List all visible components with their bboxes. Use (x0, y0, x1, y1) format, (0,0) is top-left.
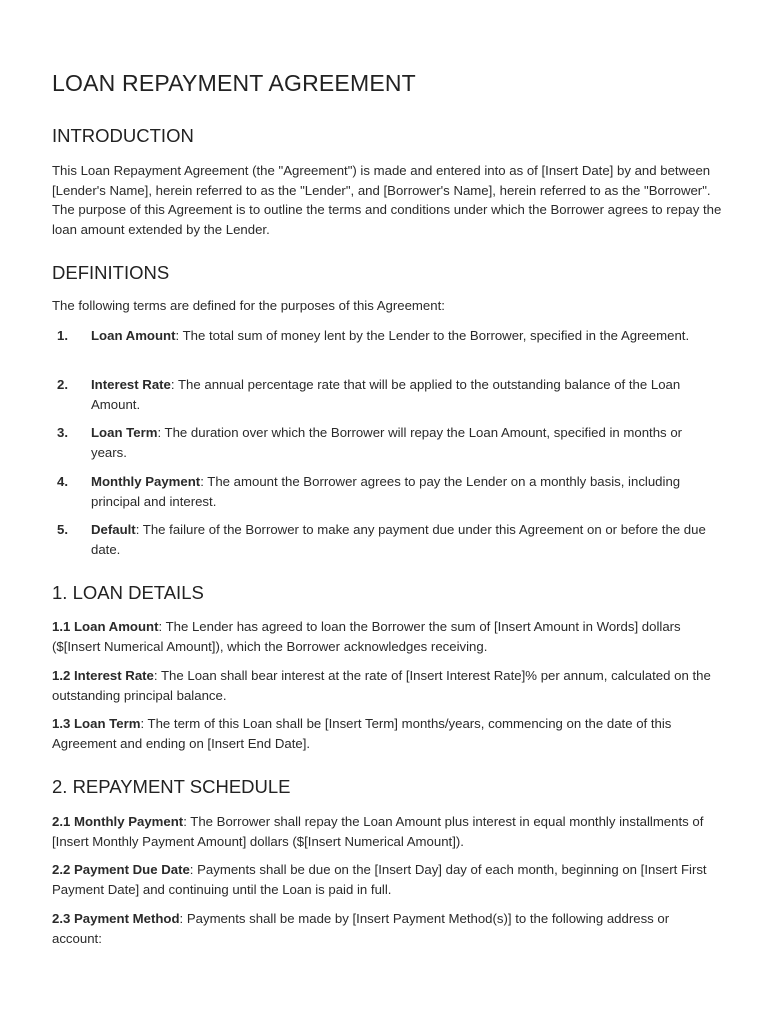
introduction-paragraph: This Loan Repayment Agreement (the "Agreement") is made and entered into as of [Insert Date] by and between [Lender's Name], herein referred to as the "Lender", and [Borrower's Name], herein referred to as the "Borrower". The purpose of this Agreement is to outline the terms and conditions under which the Borrower agrees to repay the loan amount extended by the Lender. (52, 163, 722, 237)
clause-label: 2.2 Payment Due Date (52, 862, 190, 877)
clause-label: 2.3 Payment Method (52, 911, 180, 926)
definition-term: Loan Term (91, 425, 158, 440)
clause-label: 2.1 Monthly Payment (52, 814, 184, 829)
definition-term: Monthly Payment (91, 474, 201, 489)
definition-number: 3. (57, 425, 68, 440)
definition-number: 2. (57, 377, 68, 392)
clause-text: : The Lender has agreed to loan the Borrower the sum of [Insert Amount in Words] dollars ($[Insert Numerical Amount]), which the Borrower acknowledges receiving. (52, 619, 681, 654)
clause-paragraph (52, 812, 722, 851)
introduction-heading: INTRODUCTION (52, 125, 194, 146)
definition-number: 1. (57, 328, 68, 343)
definition-text: : The annual percentage rate that will be applied to the outstanding balance of the Loan Amount. (91, 377, 681, 412)
clause-text: : The Borrower shall repay the Loan Amount plus interest in equal monthly installments of [Insert Monthly Payment Amount] dollars ($[Insert Numerical Amount]). (52, 814, 704, 849)
repayment-schedule-heading: 2. REPAYMENT SCHEDULE (52, 776, 291, 797)
clause-label: 1.3 Loan Term (52, 716, 141, 731)
definition-term: Loan Amount (91, 328, 176, 343)
definition-number: 4. (57, 474, 68, 489)
clause-paragraph (52, 860, 722, 899)
definition-text: : The duration over which the Borrower will repay the Loan Amount, specified in months or years. (91, 425, 683, 460)
loan-details-heading: 1. LOAN DETAILS (52, 582, 204, 603)
definitions-heading: DEFINITIONS (52, 262, 170, 283)
clause-paragraph (52, 666, 722, 705)
definitions-intro: The following terms are defined for the purposes of this Agreement: (52, 298, 445, 313)
clause-text: : Payments shall be made by [Insert Payment Method(s)] to the following address or account: (52, 911, 670, 946)
document-title: LOAN REPAYMENT AGREEMENT (52, 70, 416, 96)
clause-label: 1.2 Interest Rate (52, 668, 154, 683)
clause-text: : Payments shall be due on the [Insert Day] day of each month, beginning on [Insert First Payment Date] and continuing until the Loan is paid in full. (52, 862, 707, 897)
clause-text: : The term of this Loan shall be [Insert Term] months/years, commencing on the date of this Agreement and ending on [Insert End Date]. (52, 716, 672, 751)
definition-text: : The total sum of money lent by the Lender to the Borrower, specified in the Agreement. (175, 328, 690, 343)
clause-paragraph (52, 909, 722, 948)
clause-paragraph (52, 617, 722, 656)
clause-paragraph (52, 714, 722, 753)
definition-text: : The amount the Borrower agrees to pay the Lender on a monthly basis, including principal and interest. (91, 474, 681, 509)
definition-term: Interest Rate (91, 377, 171, 392)
clause-text: : The Loan shall bear interest at the rate of [Insert Interest Rate]% per annum, calculated on the outstanding principal balance. (52, 668, 711, 703)
definition-number: 5. (57, 522, 68, 537)
clause-label: 1.1 Loan Amount (52, 619, 159, 634)
definition-term: Default (91, 522, 136, 537)
definition-text: : The failure of the Borrower to make any payment due under this Agreement on or before the due date. (91, 522, 706, 557)
